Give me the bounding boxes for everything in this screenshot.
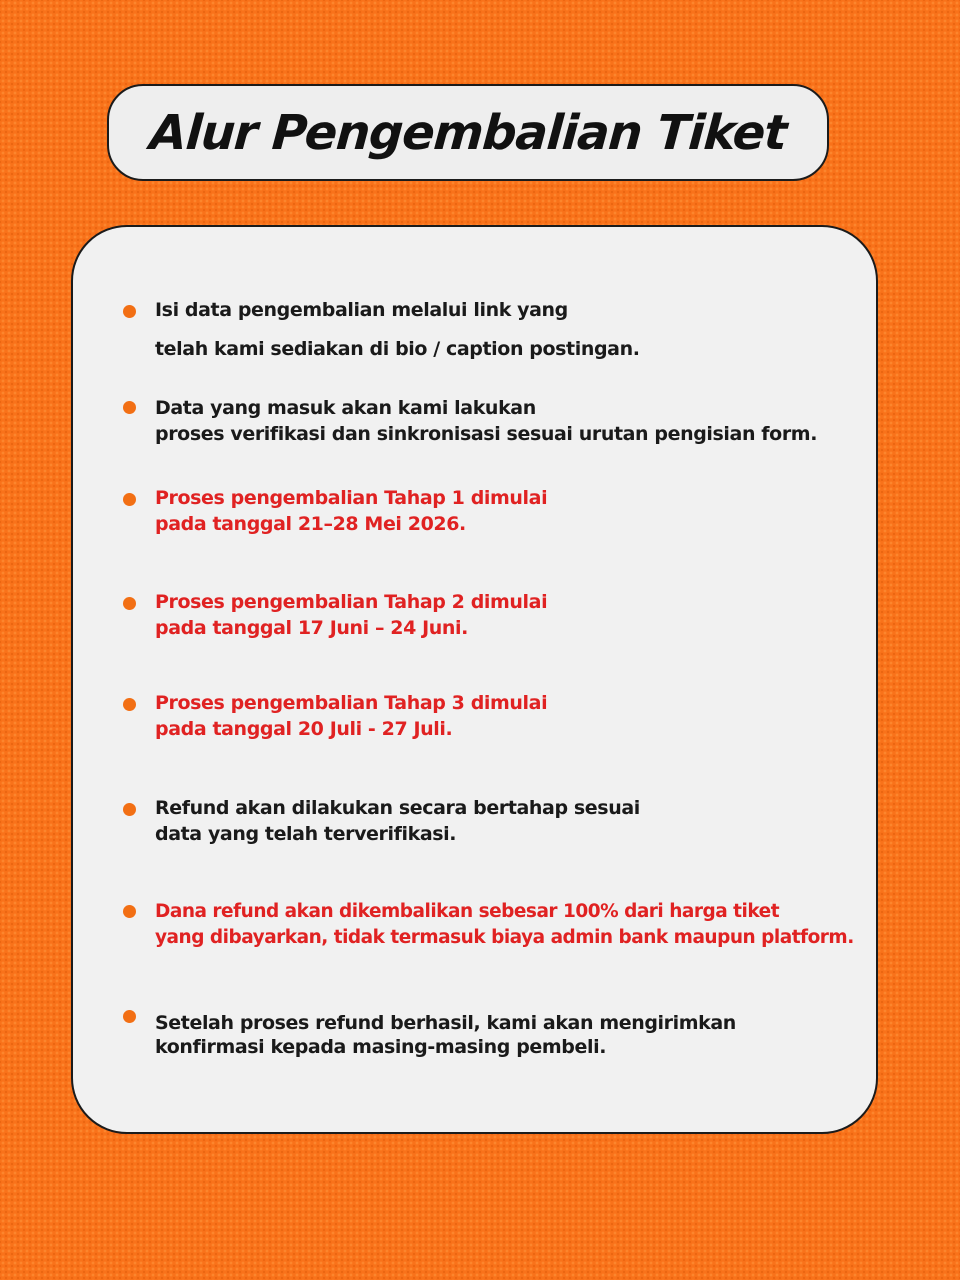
bullet-icon <box>123 1010 136 1023</box>
item-line: Refund akan dilakukan secara bertahap sesuai <box>155 797 640 819</box>
item-line: Setelah proses refund berhasil, kami akan mengirimkan <box>155 1012 736 1034</box>
item-line: Proses pengembalian Tahap 3 dimulai <box>155 692 548 714</box>
item-line: Proses pengembalian Tahap 1 dimulai <box>155 487 548 509</box>
item-line: data yang telah terverifikasi. <box>155 823 457 845</box>
item-line: Proses pengembalian Tahap 2 dimulai <box>155 591 548 613</box>
item-line: pada tanggal 17 Juni – 24 Juni. <box>155 617 468 639</box>
item-line: proses verifikasi dan sinkronisasi sesuai urutan pengisian form. <box>155 423 818 445</box>
item-line: yang dibayarkan, tidak termasuk biaya admin bank maupun platform. <box>155 927 854 948</box>
bullet-icon <box>123 905 136 918</box>
item-line: konfirmasi kepada masing-masing pembeli. <box>155 1036 607 1058</box>
item-line: pada tanggal 20 Juli - 27 Juli. <box>155 718 453 740</box>
bullet-icon <box>123 597 136 610</box>
bullet-icon <box>123 803 136 816</box>
bullet-icon <box>123 305 136 318</box>
bullet-icon <box>123 493 136 506</box>
item-line: Data yang masuk akan kami lakukan <box>155 397 536 419</box>
item-line: Dana refund akan dikembalikan sebesar 100% dari harga tiket <box>155 901 780 922</box>
page-title: Alur Pengembalian Tiket <box>148 104 788 161</box>
bullet-icon <box>123 698 136 711</box>
title-banner <box>107 84 829 181</box>
bullet-icon <box>123 401 136 414</box>
item-line: telah kami sediakan di bio / caption postingan. <box>155 338 640 360</box>
item-line: Isi data pengembalian melalui link yang <box>155 299 568 321</box>
content-card <box>71 225 878 1134</box>
item-line: pada tanggal 21–28 Mei 2026. <box>155 513 466 535</box>
